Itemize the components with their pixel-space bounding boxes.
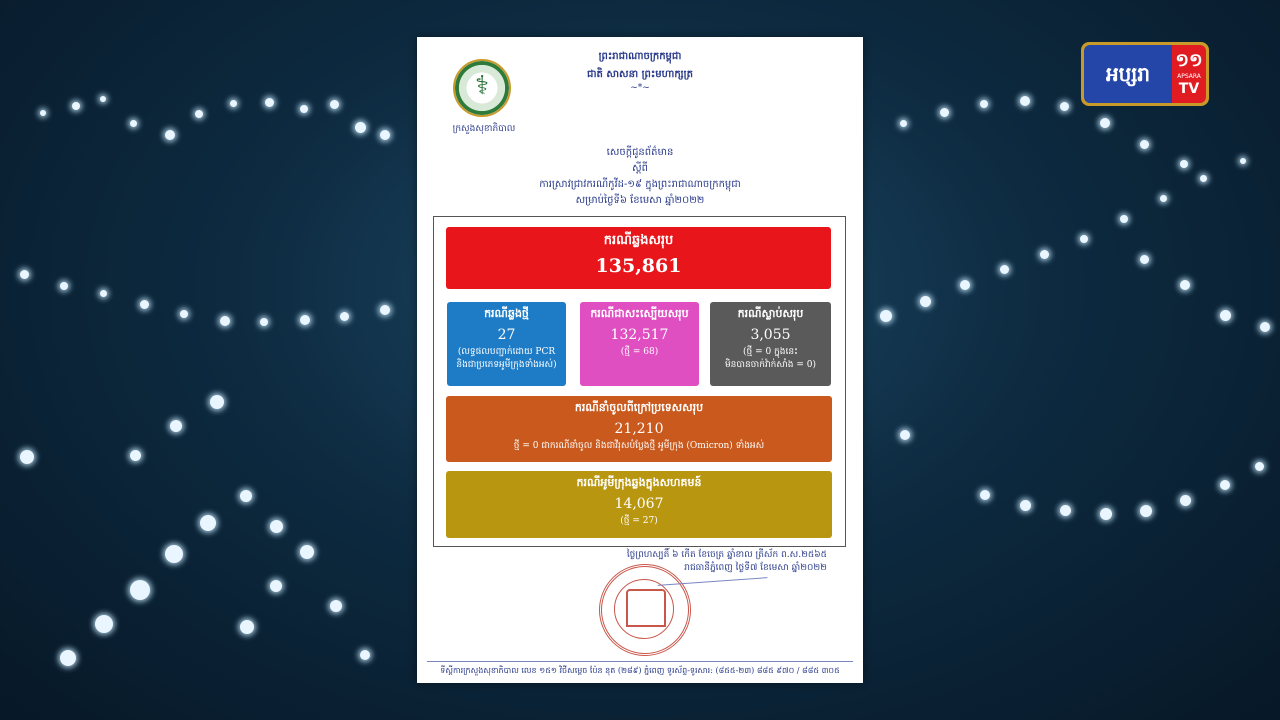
doc-title-3: ការស្រាវជ្រាវករណីកូវីដ-១៩ ក្នុងព្រះរាជាណាចក្រកម្ពុជា — [539, 179, 741, 190]
logo-brand-text: អប្សរា — [1084, 45, 1172, 103]
deaths-value: 3,055 — [750, 327, 791, 343]
press-release-document — [417, 37, 863, 683]
imported-cases-label: ករណីនាំចូលពីក្រៅប្រទេសសរុប — [574, 401, 704, 414]
imported-cases-value: 21,210 — [614, 421, 664, 437]
doc-title-1: សេចក្ដីជូនព័ត៌មាន — [606, 147, 674, 158]
new-cases-note-1: (លទ្ធផលបញ្ជាក់ដោយ PCR — [457, 347, 556, 357]
document-footer: ទីស្ដីការក្រសួងសុខាភិបាល លេខ ១៥១ វិថីសម្ដេច ប៉ែន នុត (២៨៩) ភ្នំពេញ ទូរស័ព្ទ-ទូរសារ: (៨៥៥-២៣) ៨៨៥ ៩៧០ / ៨៨៥ ៣០៥ — [427, 661, 853, 677]
logo-channel-number: ១១ — [1175, 50, 1203, 71]
imported-cases-card — [446, 396, 832, 462]
logo-tv-text: TV — [1178, 81, 1200, 97]
ministry-emblem-icon — [453, 59, 511, 117]
recovered-value: 132,517 — [610, 327, 669, 343]
date-line-2: រាជធានីភ្នំពេញ ថ្ងៃទី៧ ខែមេសា ឆ្នាំ២០២២ — [684, 563, 827, 573]
local-omicron-value: 14,067 — [614, 496, 664, 512]
new-cases-note-2: និងជាប្រភេទអូមីក្រុងទាំងអស់) — [456, 360, 557, 370]
statistics-frame — [433, 216, 846, 547]
new-cases-label: ករណីឆ្លងថ្មី — [484, 307, 529, 320]
local-omicron-label: ករណីអូមីក្រុងឆ្លងក្នុងសហគមន៍ — [576, 476, 702, 489]
deaths-card — [710, 302, 831, 386]
apsara-tv-logo — [1081, 42, 1209, 106]
new-cases-value: 27 — [497, 327, 516, 343]
total-cases-label: ករណីឆ្លងសរុប — [603, 233, 674, 248]
kingdom-header: ព្រះរាជាណាចក្រកម្ពុជា — [598, 51, 682, 62]
doc-title-2: ស្ដីពី — [632, 163, 648, 174]
new-cases-card — [447, 302, 566, 386]
logo-sub-text: APSARA — [1177, 73, 1201, 80]
local-omicron-note: (ថ្មី = 27) — [620, 516, 658, 526]
total-cases-card — [446, 227, 831, 289]
recovered-label: ករណីជាសះស្បើយសរុប — [590, 307, 689, 320]
doc-title-4: សម្រាប់ថ្ងៃទី៦ ខែមេសា ឆ្នាំ២០២២ — [575, 195, 705, 206]
recovered-card — [580, 302, 699, 386]
date-line-1: ថ្ងៃព្រហស្បតិ៍ ៦ កើត ខែចេត្រ ឆ្នាំខាល ត្រីស័ក ព.ស.២៥៦៥ — [626, 550, 827, 560]
imported-cases-note: ថ្មី = 0 ជាករណីនាំចូល និងជាវីរុសបំប្លែងថ្មី អូមីក្រុង (Omicron) ទាំងអស់ — [513, 441, 765, 451]
deaths-label: ករណីស្លាប់សរុប — [737, 307, 804, 320]
deaths-note-2: មិនបានចាក់វ៉ាក់សាំង = 0) — [724, 360, 817, 370]
recovered-note: (ថ្មី = 68) — [620, 347, 659, 357]
deaths-note-1: (ថ្មី = 0 ក្នុងនេះ — [742, 347, 799, 357]
header-ornament: ~*~ — [630, 83, 650, 93]
motto-header: ជាតិ សាសនា ព្រះមហាក្សត្រ — [587, 69, 693, 80]
ministry-name: ក្រសួងសុខាភិបាល — [452, 124, 516, 134]
total-cases-value: 135,861 — [595, 255, 682, 277]
local-omicron-card — [446, 471, 832, 538]
